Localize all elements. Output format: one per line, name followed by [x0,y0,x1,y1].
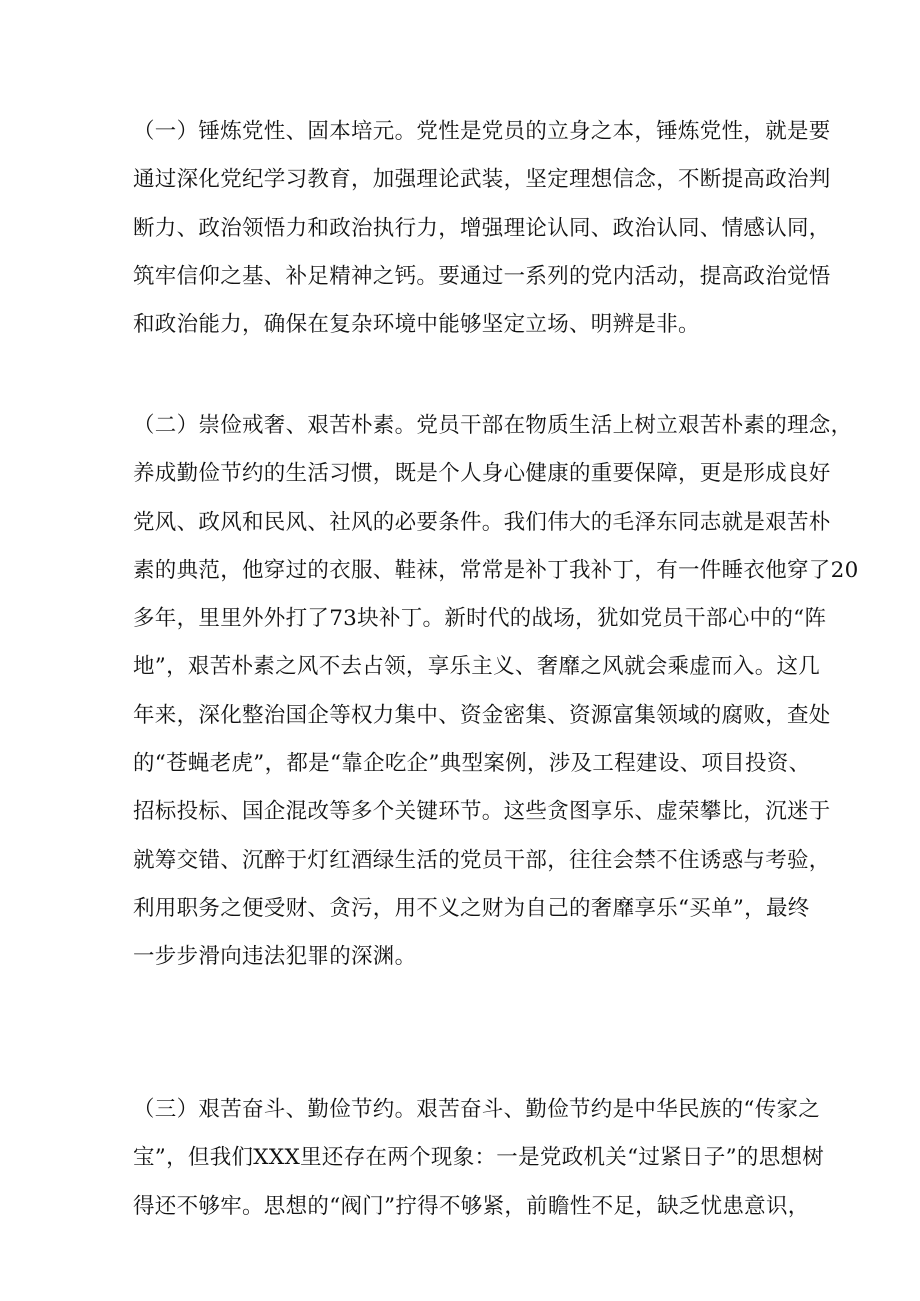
paragraph-line: 招标投标、国企混改等多个关键环节。这些贪图享乐、虚荣攀比，沉迷于 [133,799,831,825]
paragraph-line: 宝”，但我们XXX里还存在两个现象：一是党政机关“过紧日子”的思想树 [133,1145,825,1171]
paragraph-line: 筑牢信仰之基、补足精神之钙。要通过一系列的党内活动，提高政治觉悟 [133,263,831,289]
paragraph-3 [133,1086,825,1231]
paragraph-line: 通过深化党纪学习教育，加强理论武装，坚定理想信念，不断提高政治判 [133,167,831,193]
paragraph-line: 利用职务之便受财、贪污，用不义之财为自己的奢靡享乐“买单”，最终 [133,895,810,921]
paragraph-2 [133,402,859,982]
paragraph-line: 一步步滑向违法犯罪的深渊。 [133,944,417,970]
paragraph-line: 的“苍蝇老虎”，都是“靠企吃企”典型案例，涉及工程建设、项目投资、 [133,751,811,777]
paragraph-line: 断力、政治领悟力和政治执行力，增强理论认同、政治认同、情感认同， [133,215,831,241]
paragraph-line: （三）艰苦奋斗、勤俭节约。艰苦奋斗、勤俭节约是中华民族的“传家之 [133,1097,821,1122]
paragraph-line: 和政治能力，确保在复杂环境中能够坚定立场、明辨是非。 [133,312,700,338]
paragraph-line: 养成勤俭节约的生活习惯，既是个人身心健康的重要保障，更是形成良好 [133,461,831,487]
paragraph-line: 地”，艰苦朴素之风不去占领，享乐主义、奢靡之风就会乘虚而入。这几 [133,654,821,680]
paragraph-line: 就筹交错、沉醉于灯红酒绿生活的党员干部，往往会禁不住诱惑与考验， [133,847,831,873]
paragraph-line: 素的典范，他穿过的衣服、鞋袜，常常是补丁我补丁，有一件睡衣他穿了20 [133,557,859,583]
paragraph-line: 党风、政风和民风、社风的必要条件。我们伟大的毛泽东同志就是艰苦朴 [133,509,831,535]
paragraph-line: 年来，深化整治国企等权力集中、资金密集、资源富集领域的腐败，查处 [133,702,831,728]
paragraph-line: （一）锤炼党性、固本培元。党性是党员的立身之本，锤炼党性，就是要 [133,119,831,144]
paragraph-line: 得还不够牢。思想的“阀门”拧得不够紧，前瞻性不足，缺乏忧患意识， [133,1193,810,1219]
paragraph-line: （二）崇俭戒奢、艰苦朴素。党员干部在物质生活上树立艰苦朴素的理念， [133,413,853,438]
paragraph-line: 多年，里里外外打了73块补丁。新时代的战场，犹如党员干部心中的“阵 [133,606,827,632]
paragraph-1 [133,108,831,349]
